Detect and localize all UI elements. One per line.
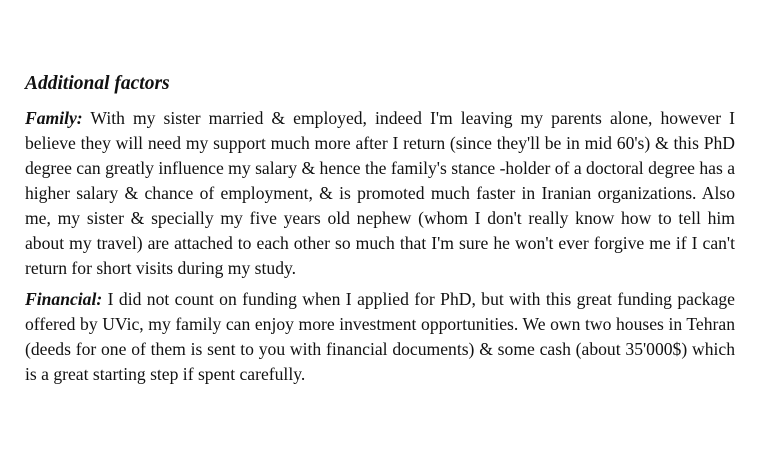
document-body (25, 70, 735, 393)
financial-label: Financial: (25, 289, 103, 309)
family-paragraph (25, 106, 735, 281)
financial-paragraph (25, 287, 735, 387)
family-label: Family: (25, 108, 83, 128)
family-text: With my sister married & employed, indeed I'm leaving my parents alone, however I believe they will need my support much more after I return (since they'll be in mid 60's) & this PhD degree can greatly influence my salary & hence the family's stance -holder of a doctoral degree has a higher salary & chance of employment, & is promoted much faster in Iranian organizations. Also me, my sister & specially my five years old nephew (whom I don't really know how to tell him about my travel) are attached to each other so much that I'm sure he won't ever forgive me if I can't return for short visits during my study. (25, 108, 736, 278)
section-heading: Additional factors (25, 73, 170, 94)
financial-text: I did not count on funding when I applied for PhD, but with this great funding package offered by UVic, my family can enjoy more investment opportunities. We own two houses in Tehran (deeds for one of them is sent to you with financial documents) & some cash (about 35'000$) which is a great starting step if spent carefully. (25, 289, 735, 384)
